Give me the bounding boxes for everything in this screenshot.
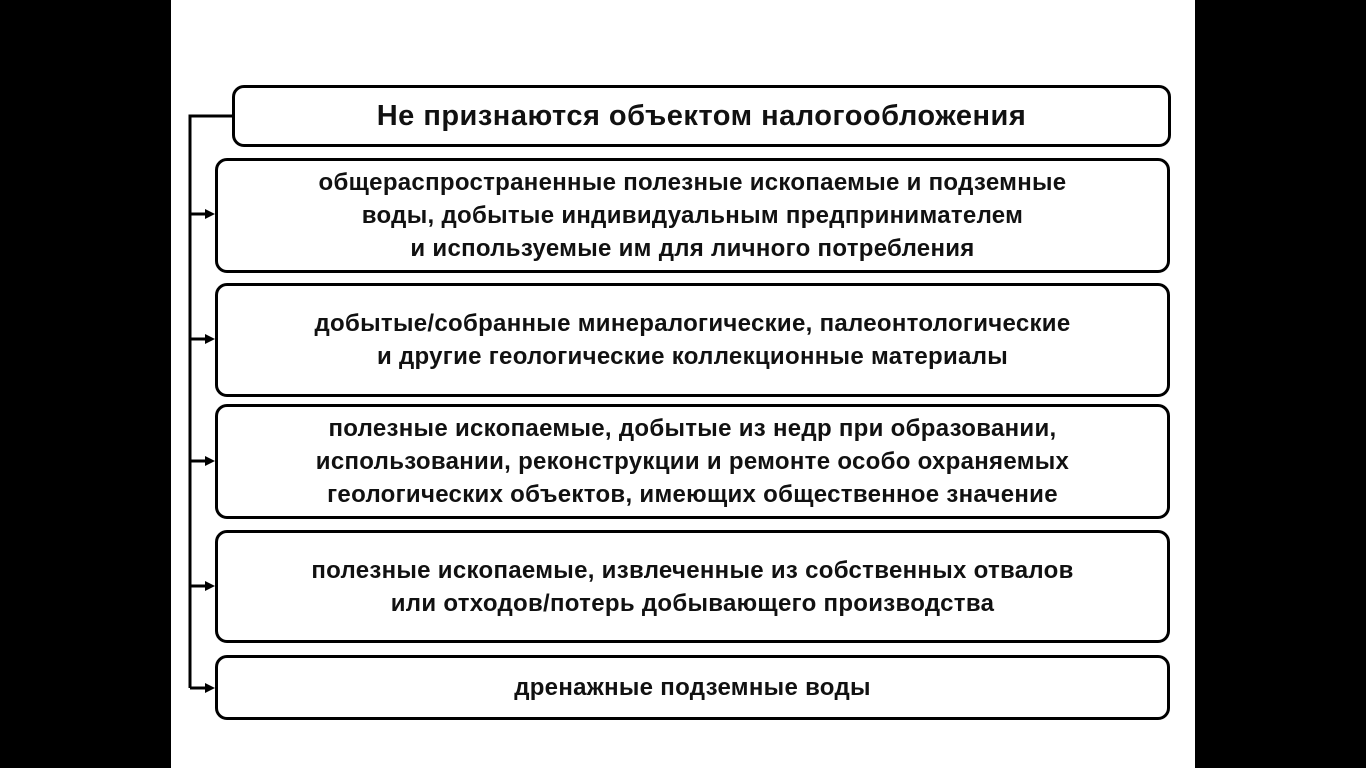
- connector-arrows: [190, 209, 215, 693]
- arrowhead-3: [205, 456, 215, 466]
- item-text-1: общераспространенные полезные ископаемые и подземные воды, добытые индивидуальным предпринимателем и используемые им для личного потребления: [318, 169, 1067, 262]
- item-box-4: [215, 530, 1170, 643]
- item-text-3: полезные ископаемые, добытые из недр при образовании, использовании, реконструкции и ремонте особо охраняемых геологических объектов, имеющих общественное значение: [315, 415, 1070, 508]
- arrowhead-5: [205, 683, 215, 693]
- item-box-3: [215, 404, 1170, 519]
- arrowhead-2: [205, 334, 215, 344]
- item-text-5: дренажные подземные воды: [514, 674, 871, 701]
- diagram-title-text: Не признаются объектом налогообложения: [376, 99, 1027, 132]
- diagram-title: [232, 85, 1171, 147]
- item-text-2: добытые/собранные минералогические, палеонтологические и другие геологические коллекционные материалы: [314, 310, 1071, 370]
- item-text-4: полезные ископаемые, извлеченные из собственных отвалов или отходов/потерь добывающего производства: [311, 556, 1074, 617]
- item-box-2: [215, 283, 1170, 397]
- arrowhead-4: [205, 581, 215, 591]
- item-box-5: [215, 655, 1170, 720]
- item-box-1: [215, 158, 1170, 273]
- arrowhead-1: [205, 209, 215, 219]
